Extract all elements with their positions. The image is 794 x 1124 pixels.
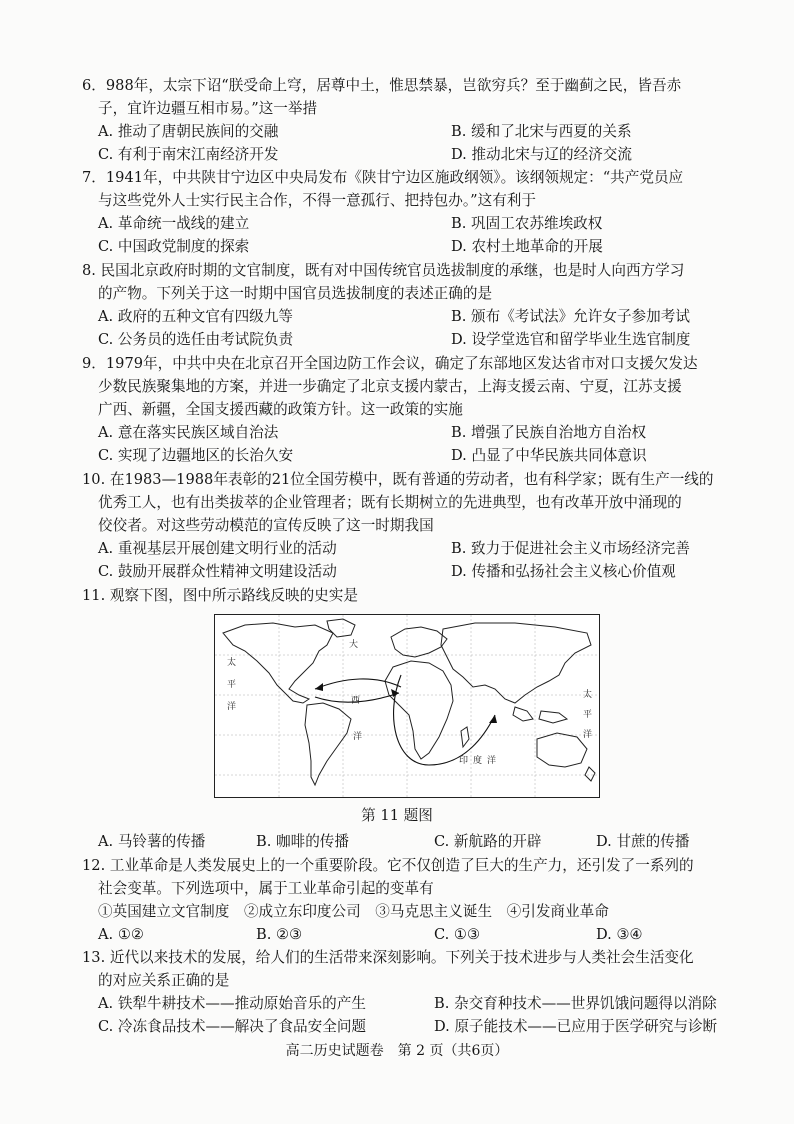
q9-option-b: B. 增强了民族自治地方自治权 <box>451 424 647 441</box>
q12-option-d: D. ③④ <box>596 926 643 943</box>
map-label-12: 洋 <box>583 730 593 740</box>
q11-option-c: C. 新航路的开辟 <box>434 833 542 850</box>
q7-option-a: A. 革命统一战线的建立 <box>98 215 250 232</box>
route-west <box>315 679 401 689</box>
q12-option-a: A. ①② <box>98 926 144 943</box>
q12-stem-line-1: 12. 工业革命是人类发展史上的一个重要阶段。它不仅创造了巨大的生产力，还引发了一系列的 <box>82 857 694 874</box>
map-label-2: 平 <box>227 680 237 690</box>
q9-stem-line-3: 广西、新疆，全国支援西藏的政策方针。这一政策的实施 <box>98 401 463 418</box>
q10-stem-line-2: 优秀工人，也有出类拔萃的企业管理者；既有长期树立的先进典型，也有改革开放中涌现的 <box>98 494 682 511</box>
map-label-1: 太 <box>227 658 237 668</box>
map-label-5: 西 <box>351 696 361 706</box>
q10-stem-line-3: 佼佼者。对这些劳动模范的宣传反映了这一时期我国 <box>98 517 434 534</box>
map-label-4: 大 <box>349 640 359 650</box>
map-label-3: 洋 <box>227 702 237 712</box>
q8-option-a: A. 政府的五种文官有四级九等 <box>98 308 293 325</box>
map-label-6: 洋 <box>353 732 363 742</box>
world-map-svg <box>215 615 599 797</box>
q9-stem-line-2: 少数民族聚集地的方案，并进一步确定了北京支援内蒙古，上海支援云南、宁夏，江苏支援 <box>98 378 682 395</box>
q9-stem-line-1: 9．1979年，中共中央在北京召开全国边防工作会议，确定了东部地区发达省市对口支援欠发达 <box>82 355 698 372</box>
q13-option-c: C. 冷冻食品技术——解决了食品安全问题 <box>98 1018 367 1035</box>
q8-option-b: B. 颁布《考试法》允许女子参加考试 <box>451 308 690 325</box>
q12-option-b: B. ②③ <box>256 926 303 943</box>
q13-option-b: B. 杂交育种技术——世界饥饿问题得以消除 <box>434 995 717 1012</box>
q13-stem-line-1: 13. 近代以来技术的发展，给人们的生活带来深刻影响。下列关于技术进步与人类社会生活变化 <box>82 949 694 966</box>
q9-option-a: A. 意在落实民族区域自治法 <box>98 424 279 441</box>
south-america-outline <box>305 703 351 785</box>
q12-items: ①英国建立文官制度 ②成立东印度公司 ③马克思主义诞生 ④引发商业革命 <box>98 903 609 920</box>
q11-option-d: D. 甘蔗的传播 <box>596 833 690 850</box>
q11-option-a: A. 马铃薯的传播 <box>98 833 206 850</box>
q13-stem-line-2: 的对应关系正确的是 <box>98 972 230 989</box>
world-map-figure <box>214 614 600 798</box>
q6-option-c: C. 有利于南宋江南经济开发 <box>98 146 279 163</box>
q10-stem-line-1: 10. 在1983—1988年表彰的21位全国劳模中，既有普通的劳动者，也有科学家；既有生产一线的 <box>82 471 714 488</box>
q12-option-c: C. ①③ <box>434 926 481 943</box>
q10-option-a: A. 重视基层开展创建文明行业的活动 <box>98 540 337 557</box>
map-label-9: 洋 <box>487 756 497 766</box>
q8-option-c: C. 公务员的选任由考试院负责 <box>98 331 294 348</box>
q6-option-a: A. 推动了唐朝民族间的交融 <box>98 123 279 140</box>
q7-option-b: B. 巩固工农苏维埃政权 <box>451 215 603 232</box>
q10-option-b: B. 致力于促进社会主义市场经济完善 <box>451 540 690 557</box>
europe-outline <box>391 627 447 657</box>
q8-stem-line-1: 8. 民国北京政府时期的文官制度，既有对中国传统官员选拔制度的承继，也是时人向西方学习 <box>82 262 685 279</box>
q10-option-c: C. 鼓励开展群众性精神文明建设活动 <box>98 563 337 580</box>
q11-stem: 11. 观察下图，图中所示路线反映的史实是 <box>82 587 358 604</box>
africa-outline <box>385 661 453 759</box>
q6-option-b: B. 缓和了北宋与西夏的关系 <box>451 123 632 140</box>
map-label-10: 太 <box>583 690 593 700</box>
q9-option-c: C. 实现了边疆地区的长治久安 <box>98 447 294 464</box>
q13-option-d: D. 原子能技术——已应用于医学研究与诊断 <box>434 1018 718 1035</box>
q11-option-b: B. 咖啡的传播 <box>256 833 349 850</box>
australia-outline <box>537 733 587 767</box>
q7-option-d: D. 农村土地革命的开展 <box>451 238 603 255</box>
map-label-7: 印 <box>459 756 469 766</box>
q12-stem-line-2: 社会变革。下列选项中，属于工业革命引起的变革有 <box>98 880 434 897</box>
q7-stem-line-2: 与这些党外人士实行民主合作，不得一意孤行、把持包办。”这有利于 <box>98 192 536 209</box>
q6-option-d: D. 推动北宋与辽的经济交流 <box>451 146 632 163</box>
q8-stem-line-2: 的产物。下列关于这一时期中国官员选拔制度的表述正确的是 <box>98 285 493 302</box>
map-label-8: 度 <box>473 756 483 766</box>
north-america-outline <box>223 623 333 703</box>
q7-stem-line-1: 7．1941年，中共陕甘宁边区中央局发布《陕甘宁边区施政纲领》。该纲领规定：“共产党员应 <box>82 169 684 186</box>
route-east <box>394 675 495 765</box>
page-footer: 高二历史试题卷 第 2 页（共6页） <box>285 1043 509 1059</box>
q6-stem-line-2: 子，宜许边疆互相市易。”这一举措 <box>98 100 318 117</box>
q9-option-d: D. 凸显了中华民族共同体意识 <box>451 447 647 464</box>
q13-option-a: A. 铁犁牛耕技术——推动原始音乐的产生 <box>98 995 366 1012</box>
q10-option-d: D. 传播和弘扬社会主义核心价值观 <box>451 563 676 580</box>
q6-stem-line-1: 6．988年，太宗下诏“朕受命上穹，居尊中土，惟思禁暴，岂欲穷兵？至于幽蓟之民，皆吾赤 <box>82 77 682 94</box>
asia-outline <box>441 623 591 703</box>
q7-option-c: C. 中国政党制度的探索 <box>98 238 250 255</box>
map-label-11: 平 <box>583 710 593 720</box>
q8-option-d: D. 设学堂选官和留学毕业生选官制度 <box>451 331 691 348</box>
q11-figure-caption: 第 11 题图 <box>361 807 433 824</box>
